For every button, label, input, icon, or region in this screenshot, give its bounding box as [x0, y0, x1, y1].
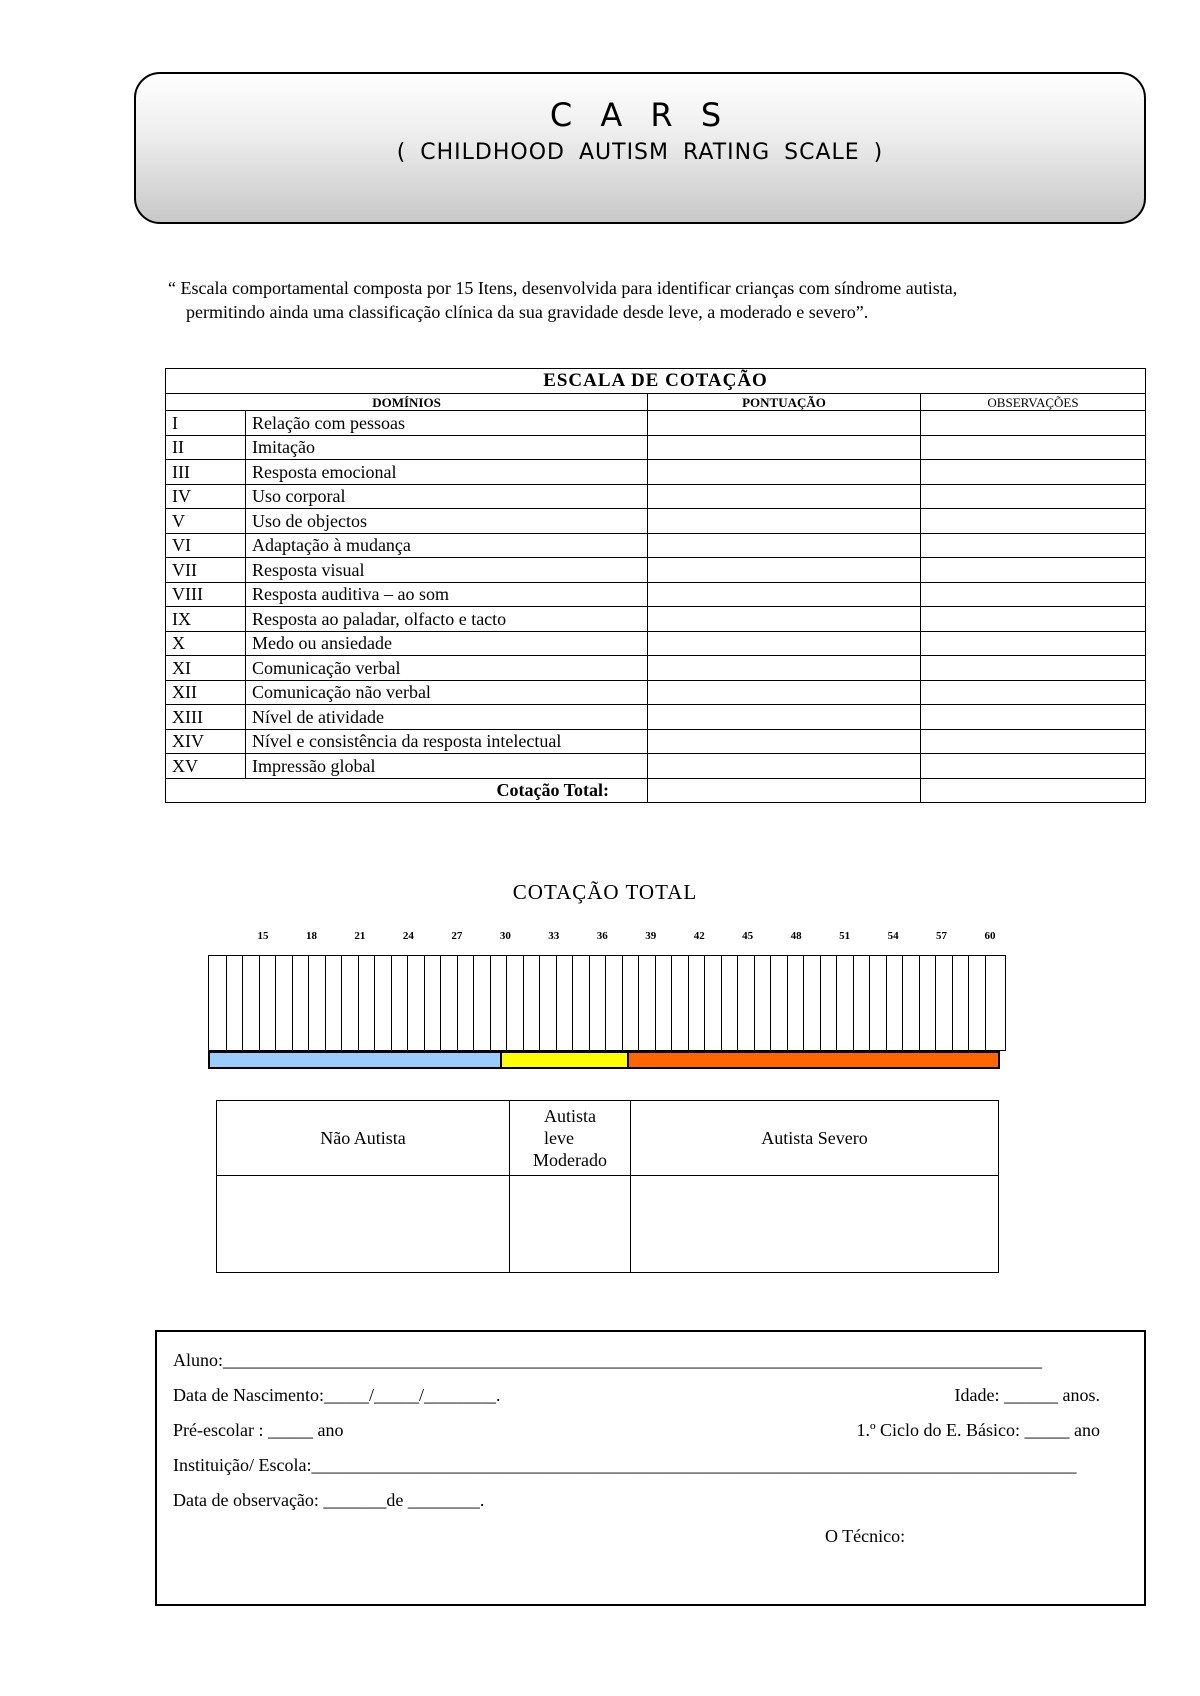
domain-label: Uso corporal — [246, 484, 648, 509]
domain-row — [166, 484, 1146, 509]
notes-cell[interactable] — [921, 729, 1146, 754]
score-bar[interactable] — [952, 956, 953, 1051]
domain-number: VII — [166, 558, 246, 583]
score-bar[interactable] — [292, 956, 293, 1051]
score-cell[interactable] — [648, 460, 921, 485]
score-cell[interactable] — [648, 435, 921, 460]
score-bar[interactable] — [605, 956, 606, 1051]
score-bar[interactable] — [655, 956, 656, 1051]
notes-cell[interactable] — [921, 582, 1146, 607]
domain-number: XII — [166, 680, 246, 705]
score-bar[interactable] — [820, 956, 821, 1051]
scale-tick-label: 33 — [548, 930, 560, 942]
score-bar[interactable] — [424, 956, 425, 1051]
score-bar[interactable] — [853, 956, 854, 1051]
severity-band-segment — [629, 1053, 998, 1067]
domain-label: Nível de atividade — [246, 705, 648, 730]
domain-row — [166, 460, 1146, 485]
domain-label: Comunicação verbal — [246, 656, 648, 681]
domain-row — [166, 582, 1146, 607]
score-cell[interactable] — [648, 411, 921, 436]
score-bar[interactable] — [226, 956, 227, 1051]
scale-tick-label: 36 — [596, 930, 608, 942]
header-domains: DOMÍNIOS — [166, 394, 648, 411]
scale-tick-label: 27 — [451, 930, 463, 942]
score-bar[interactable] — [391, 956, 392, 1051]
student-name-field[interactable]: Aluno:___________________________________________________________________________________________ — [173, 1350, 1043, 1370]
category-mild-line-1: Autista — [544, 1106, 596, 1126]
quote-line-2: permitindo ainda uma classificação clínica da sua gravidade desde leve, a moderado e severo”. — [186, 302, 869, 322]
domain-number: XIV — [166, 729, 246, 754]
score-bar[interactable] — [869, 956, 870, 1051]
score-cell[interactable] — [648, 680, 921, 705]
score-cell[interactable] — [648, 582, 921, 607]
student-info-box — [155, 1330, 1146, 1606]
score-bar[interactable] — [490, 956, 491, 1051]
domain-number: III — [166, 460, 246, 485]
scale-tick-label: 57 — [936, 930, 948, 942]
score-bar[interactable] — [473, 956, 474, 1051]
domain-row — [166, 754, 1146, 779]
domain-number: IV — [166, 484, 246, 509]
domain-label: Imitação — [246, 435, 648, 460]
total-row — [166, 778, 1146, 803]
domain-number: X — [166, 631, 246, 656]
severe-mark-cell[interactable] — [631, 1176, 999, 1273]
scale-tick-label: 51 — [839, 930, 851, 942]
scale-tick-label: 24 — [402, 930, 414, 942]
score-cell[interactable] — [648, 509, 921, 534]
score-bar[interactable] — [325, 956, 326, 1051]
domain-label: Impressão global — [246, 754, 648, 779]
header-banner — [134, 72, 1146, 224]
domain-row — [166, 680, 1146, 705]
score-cell[interactable] — [648, 631, 921, 656]
score-bar[interactable] — [836, 956, 837, 1051]
domain-row — [166, 607, 1146, 632]
score-bar[interactable] — [589, 956, 590, 1051]
domain-label: Resposta ao paladar, olfacto e tacto — [246, 607, 648, 632]
score-bar[interactable] — [374, 956, 375, 1051]
score-bar[interactable] — [308, 956, 309, 1051]
notes-cell[interactable] — [921, 680, 1146, 705]
score-cell[interactable] — [648, 705, 921, 730]
domain-row — [166, 509, 1146, 534]
score-bar[interactable] — [457, 956, 458, 1051]
score-bar[interactable] — [968, 956, 969, 1051]
domain-number: XI — [166, 656, 246, 681]
not-autistic-mark-cell[interactable] — [217, 1176, 510, 1273]
score-bar[interactable] — [440, 956, 441, 1051]
score-bar[interactable] — [556, 956, 557, 1051]
score-bar[interactable] — [407, 956, 408, 1051]
domain-number: XV — [166, 754, 246, 779]
scale-tick-label: 42 — [693, 930, 705, 942]
mild-moderate-mark-cell[interactable] — [510, 1176, 631, 1273]
scale-tick-label: 30 — [499, 930, 511, 942]
score-bar[interactable] — [539, 956, 540, 1051]
domain-label: Uso de objectos — [246, 509, 648, 534]
scale-tick-label: 39 — [645, 930, 657, 942]
domain-row — [166, 705, 1146, 730]
age-field[interactable]: Idade: ______ anos. — [954, 1385, 1100, 1405]
total-score-cell[interactable] — [648, 778, 921, 803]
score-bar[interactable] — [622, 956, 623, 1051]
birth-date-field[interactable]: Data de Nascimento:_____/_____/________. — [173, 1385, 501, 1405]
domain-label: Adaptação à mudança — [246, 533, 648, 558]
rating-table-title: ESCALA DE COTAÇÃO — [166, 369, 1146, 394]
score-cell[interactable] — [648, 533, 921, 558]
score-bar[interactable] — [886, 956, 887, 1051]
notes-cell[interactable] — [921, 631, 1146, 656]
score-bar[interactable] — [935, 956, 936, 1051]
scale-ticks — [0, 930, 1200, 944]
notes-cell[interactable] — [921, 533, 1146, 558]
domain-row — [166, 656, 1146, 681]
domain-number: VI — [166, 533, 246, 558]
scale-tick-label: 60 — [984, 930, 996, 942]
scale-tick-label: 15 — [257, 930, 269, 942]
scale-tick-label: 18 — [305, 930, 317, 942]
scale-tick-label: 45 — [742, 930, 754, 942]
domain-row — [166, 411, 1146, 436]
notes-cell[interactable] — [921, 558, 1146, 583]
header-notes: OBSERVAÇÕES — [921, 394, 1146, 411]
observation-date-field[interactable]: Data de observação: _______de ________. — [173, 1490, 485, 1510]
score-bar[interactable] — [803, 956, 804, 1051]
domain-row — [166, 435, 1146, 460]
scale-tick-label: 48 — [790, 930, 802, 942]
domain-number: V — [166, 509, 246, 534]
domain-label: Resposta visual — [246, 558, 648, 583]
score-cell[interactable] — [648, 754, 921, 779]
notes-cell[interactable] — [921, 484, 1146, 509]
category-mild-line-3: Moderado — [533, 1150, 607, 1170]
score-bar[interactable] — [787, 956, 788, 1051]
basic-cycle-field[interactable]: 1.º Ciclo do E. Básico: _____ ano — [856, 1420, 1100, 1440]
score-bar[interactable] — [638, 956, 639, 1051]
form-title: C A R S — [549, 96, 731, 134]
notes-cell[interactable] — [921, 754, 1146, 779]
domain-row — [166, 729, 1146, 754]
domain-row — [166, 631, 1146, 656]
domain-label: Medo ou ansiedade — [246, 631, 648, 656]
score-bar[interactable] — [721, 956, 722, 1051]
domain-row — [166, 558, 1146, 583]
score-bar[interactable] — [902, 956, 903, 1051]
notes-cell[interactable] — [921, 509, 1146, 534]
severity-band-segment — [210, 1053, 502, 1067]
total-scale-title: COTAÇÃO TOTAL — [512, 880, 698, 904]
domain-label: Nível e consistência da resposta intelectual — [246, 729, 648, 754]
category-not-autistic: Não Autista — [217, 1101, 510, 1176]
score-cell[interactable] — [648, 656, 921, 681]
category-table — [216, 1100, 999, 1273]
category-severe: Autista Severo — [631, 1101, 999, 1176]
score-bar[interactable] — [341, 956, 342, 1051]
category-mild-line-2: leve — [544, 1128, 574, 1148]
score-bar-grid — [208, 955, 1006, 1051]
score-cell[interactable] — [648, 607, 921, 632]
domain-label: Resposta emocional — [246, 460, 648, 485]
institution-field[interactable]: Instituição/ Escola:_____________________________________________________________________________________ — [173, 1455, 1077, 1475]
domain-label: Comunicação não verbal — [246, 680, 648, 705]
domain-label: Relação com pessoas — [246, 411, 648, 436]
domain-number: II — [166, 435, 246, 460]
domain-number: IX — [166, 607, 246, 632]
domain-number: I — [166, 411, 246, 436]
preschool-field[interactable]: Pré-escolar : _____ ano — [173, 1420, 344, 1440]
score-cell[interactable] — [648, 729, 921, 754]
domain-label: Resposta auditiva – ao som — [246, 582, 648, 607]
form-subtitle: ( CHILDHOOD AUTISM RATING SCALE ) — [396, 140, 884, 165]
score-bar[interactable] — [919, 956, 920, 1051]
score-bar[interactable] — [358, 956, 359, 1051]
notes-cell[interactable] — [921, 411, 1146, 436]
score-bar[interactable] — [985, 956, 986, 1051]
score-bar[interactable] — [688, 956, 689, 1051]
technician-field[interactable]: O Técnico: — [825, 1526, 906, 1546]
notes-cell[interactable] — [921, 705, 1146, 730]
header-score: PONTUAÇÃO — [648, 394, 921, 411]
score-bar[interactable] — [770, 956, 771, 1051]
score-bar[interactable] — [275, 956, 276, 1051]
notes-cell[interactable] — [921, 656, 1146, 681]
scale-tick-label: 54 — [887, 930, 899, 942]
score-bar[interactable] — [754, 956, 755, 1051]
score-bar[interactable] — [242, 956, 243, 1051]
rating-table — [165, 368, 1146, 803]
notes-cell[interactable] — [921, 435, 1146, 460]
notes-cell[interactable] — [921, 460, 1146, 485]
score-bar[interactable] — [671, 956, 672, 1051]
score-bar[interactable] — [704, 956, 705, 1051]
score-cell[interactable] — [648, 484, 921, 509]
total-notes-cell[interactable] — [921, 778, 1146, 803]
score-cell[interactable] — [648, 558, 921, 583]
severity-color-band — [208, 1051, 1000, 1069]
category-mild-moderate — [510, 1101, 631, 1176]
severity-band-segment — [502, 1053, 629, 1067]
domain-number: VIII — [166, 582, 246, 607]
description-quote — [168, 276, 1108, 324]
score-bar[interactable] — [572, 956, 573, 1051]
score-bar[interactable] — [523, 956, 524, 1051]
score-bar[interactable] — [506, 956, 507, 1051]
scale-tick-label: 21 — [354, 930, 366, 942]
score-bar[interactable] — [259, 956, 260, 1051]
domain-number: XIII — [166, 705, 246, 730]
quote-line-1: “ Escala comportamental composta por 15 Itens, desenvolvida para identificar crianças com síndrome autista, — [168, 278, 958, 298]
domain-row — [166, 533, 1146, 558]
score-bar[interactable] — [737, 956, 738, 1051]
total-label: Cotação Total: — [166, 778, 648, 803]
notes-cell[interactable] — [921, 607, 1146, 632]
